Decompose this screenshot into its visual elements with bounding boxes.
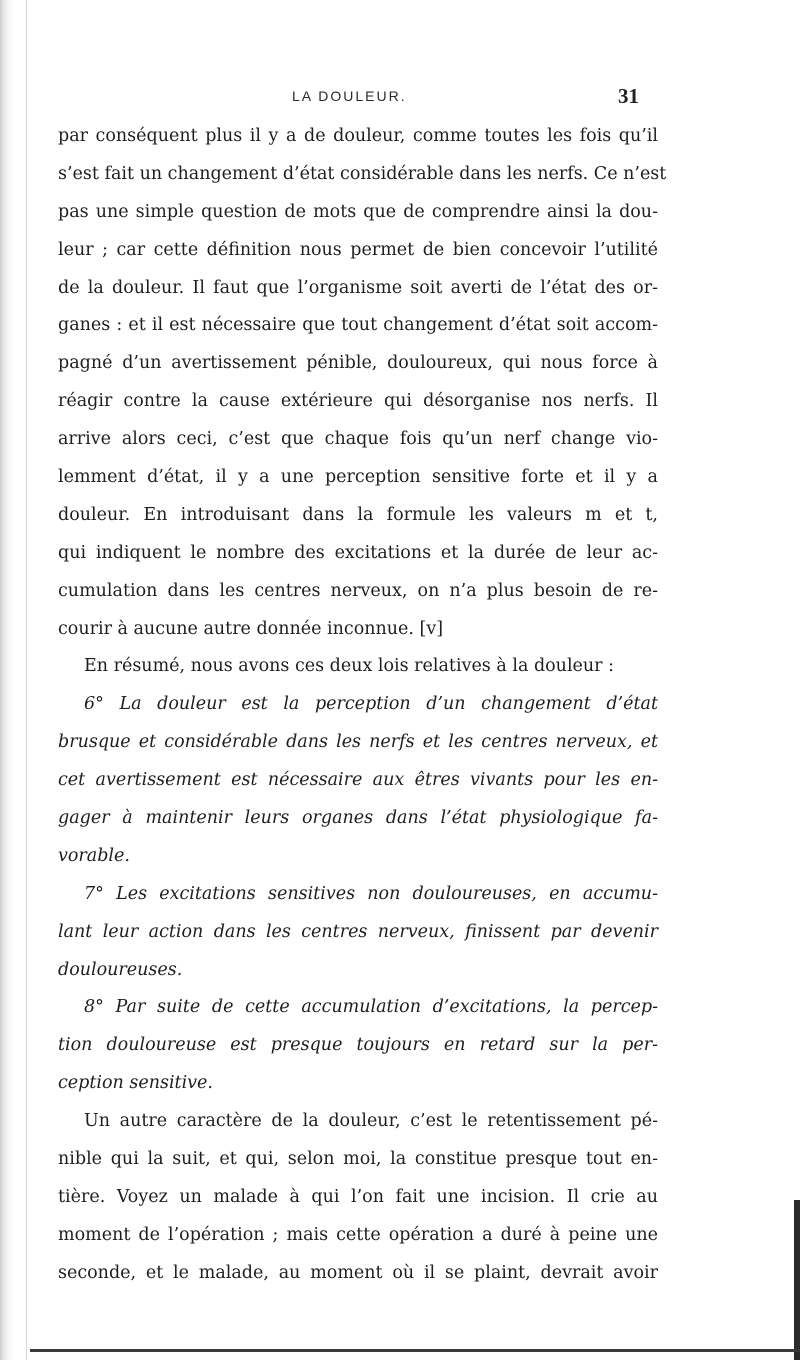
body-text [58, 118, 667, 1293]
text-line: tion douloureuse est presque toujours en retard sur la per- [58, 1035, 658, 1056]
text-line: par conséquent plus il y a de douleur, comme toutes les fois qu’il [58, 126, 658, 146]
text-line: seconde, et le malade, au moment où il se plaint, devrait avoir [58, 1262, 658, 1283]
text-line: lemment d’état, il y a une perception sensitive forte et il y a [58, 467, 658, 488]
text-line: vorable. [58, 845, 130, 866]
page-binding-shadow [0, 0, 14, 1360]
text-line: tière. Voyez un malade à qui l’on fait une incision. Il crie au [58, 1186, 658, 1207]
text-line: 6° La douleur est la perception d’un changement d’état [84, 694, 658, 715]
text-line: qui indiquent le nombre des excitations et la durée de leur ac- [58, 542, 658, 563]
text-line: nible qui la suit, et qui, selon moi, la constitue presque tout en- [58, 1149, 658, 1170]
page-bottom-edge [30, 1349, 800, 1352]
page-edge-shadow [794, 1200, 800, 1360]
text-line: leur ; car cette définition nous permet de bien concevoir l’utilité [58, 239, 658, 260]
text-line: pas une simple question de mots que de comprendre ainsi la dou- [58, 201, 658, 222]
page-binding-line [26, 0, 27, 1360]
text-line: brusque et considérable dans les nerfs et les centres nerveux, et [58, 732, 658, 753]
text-line: de la douleur. Il faut que l’organisme soit averti de l’état des or- [58, 277, 658, 298]
text-line: cet avertissement est nécessaire aux êtres vivants pour les en- [58, 770, 658, 791]
text-line: cumulation dans les centres nerveux, on n’a plus besoin de re- [58, 580, 658, 601]
text-line: douloureuses. [58, 959, 183, 980]
text-line: ception sensitive. [58, 1073, 213, 1094]
text-line: 7° Les excitations sensitives non douloureuses, en accumu- [84, 883, 658, 904]
text-line: réagir contre la cause extérieure qui désorganise nos nerfs. Il [58, 391, 658, 412]
text-line: gager à maintenir leurs organes dans l’état physiologique fa- [58, 808, 658, 829]
text-line: moment de l’opération ; mais cette opération a duré à peine une [58, 1224, 658, 1245]
text-line: arrive alors ceci, c’est que chaque fois qu’un nerf change vio- [58, 429, 658, 450]
text-line: lant leur action dans les centres nerveux, finissent par devenir [58, 921, 658, 942]
text-line: 8° Par suite de cette accumulation d’excitations, la percep- [84, 997, 658, 1018]
page-number: 31 [618, 84, 639, 108]
text-line: ganes : et il est nécessaire que tout changement d’état soit accom- [58, 315, 658, 336]
text-line: En résumé, nous avons ces deux lois relatives à la douleur : [84, 656, 614, 677]
text-line: douleur. En introduisant dans la formule les valeurs m et t, [58, 504, 658, 525]
running-head: LA DOULEUR. [292, 88, 407, 104]
text-line: s’est fait un changement d’état considérable dans les nerfs. Ce n’est [58, 163, 667, 184]
page-header [0, 84, 800, 118]
text-line: pagné d’un avertissement pénible, douloureux, qui nous force à [58, 353, 658, 374]
text-line: courir à aucune autre donnée inconnue. [v] [58, 618, 444, 639]
text-line: Un autre caractère de la douleur, c’est le retentissement pé- [84, 1111, 658, 1132]
